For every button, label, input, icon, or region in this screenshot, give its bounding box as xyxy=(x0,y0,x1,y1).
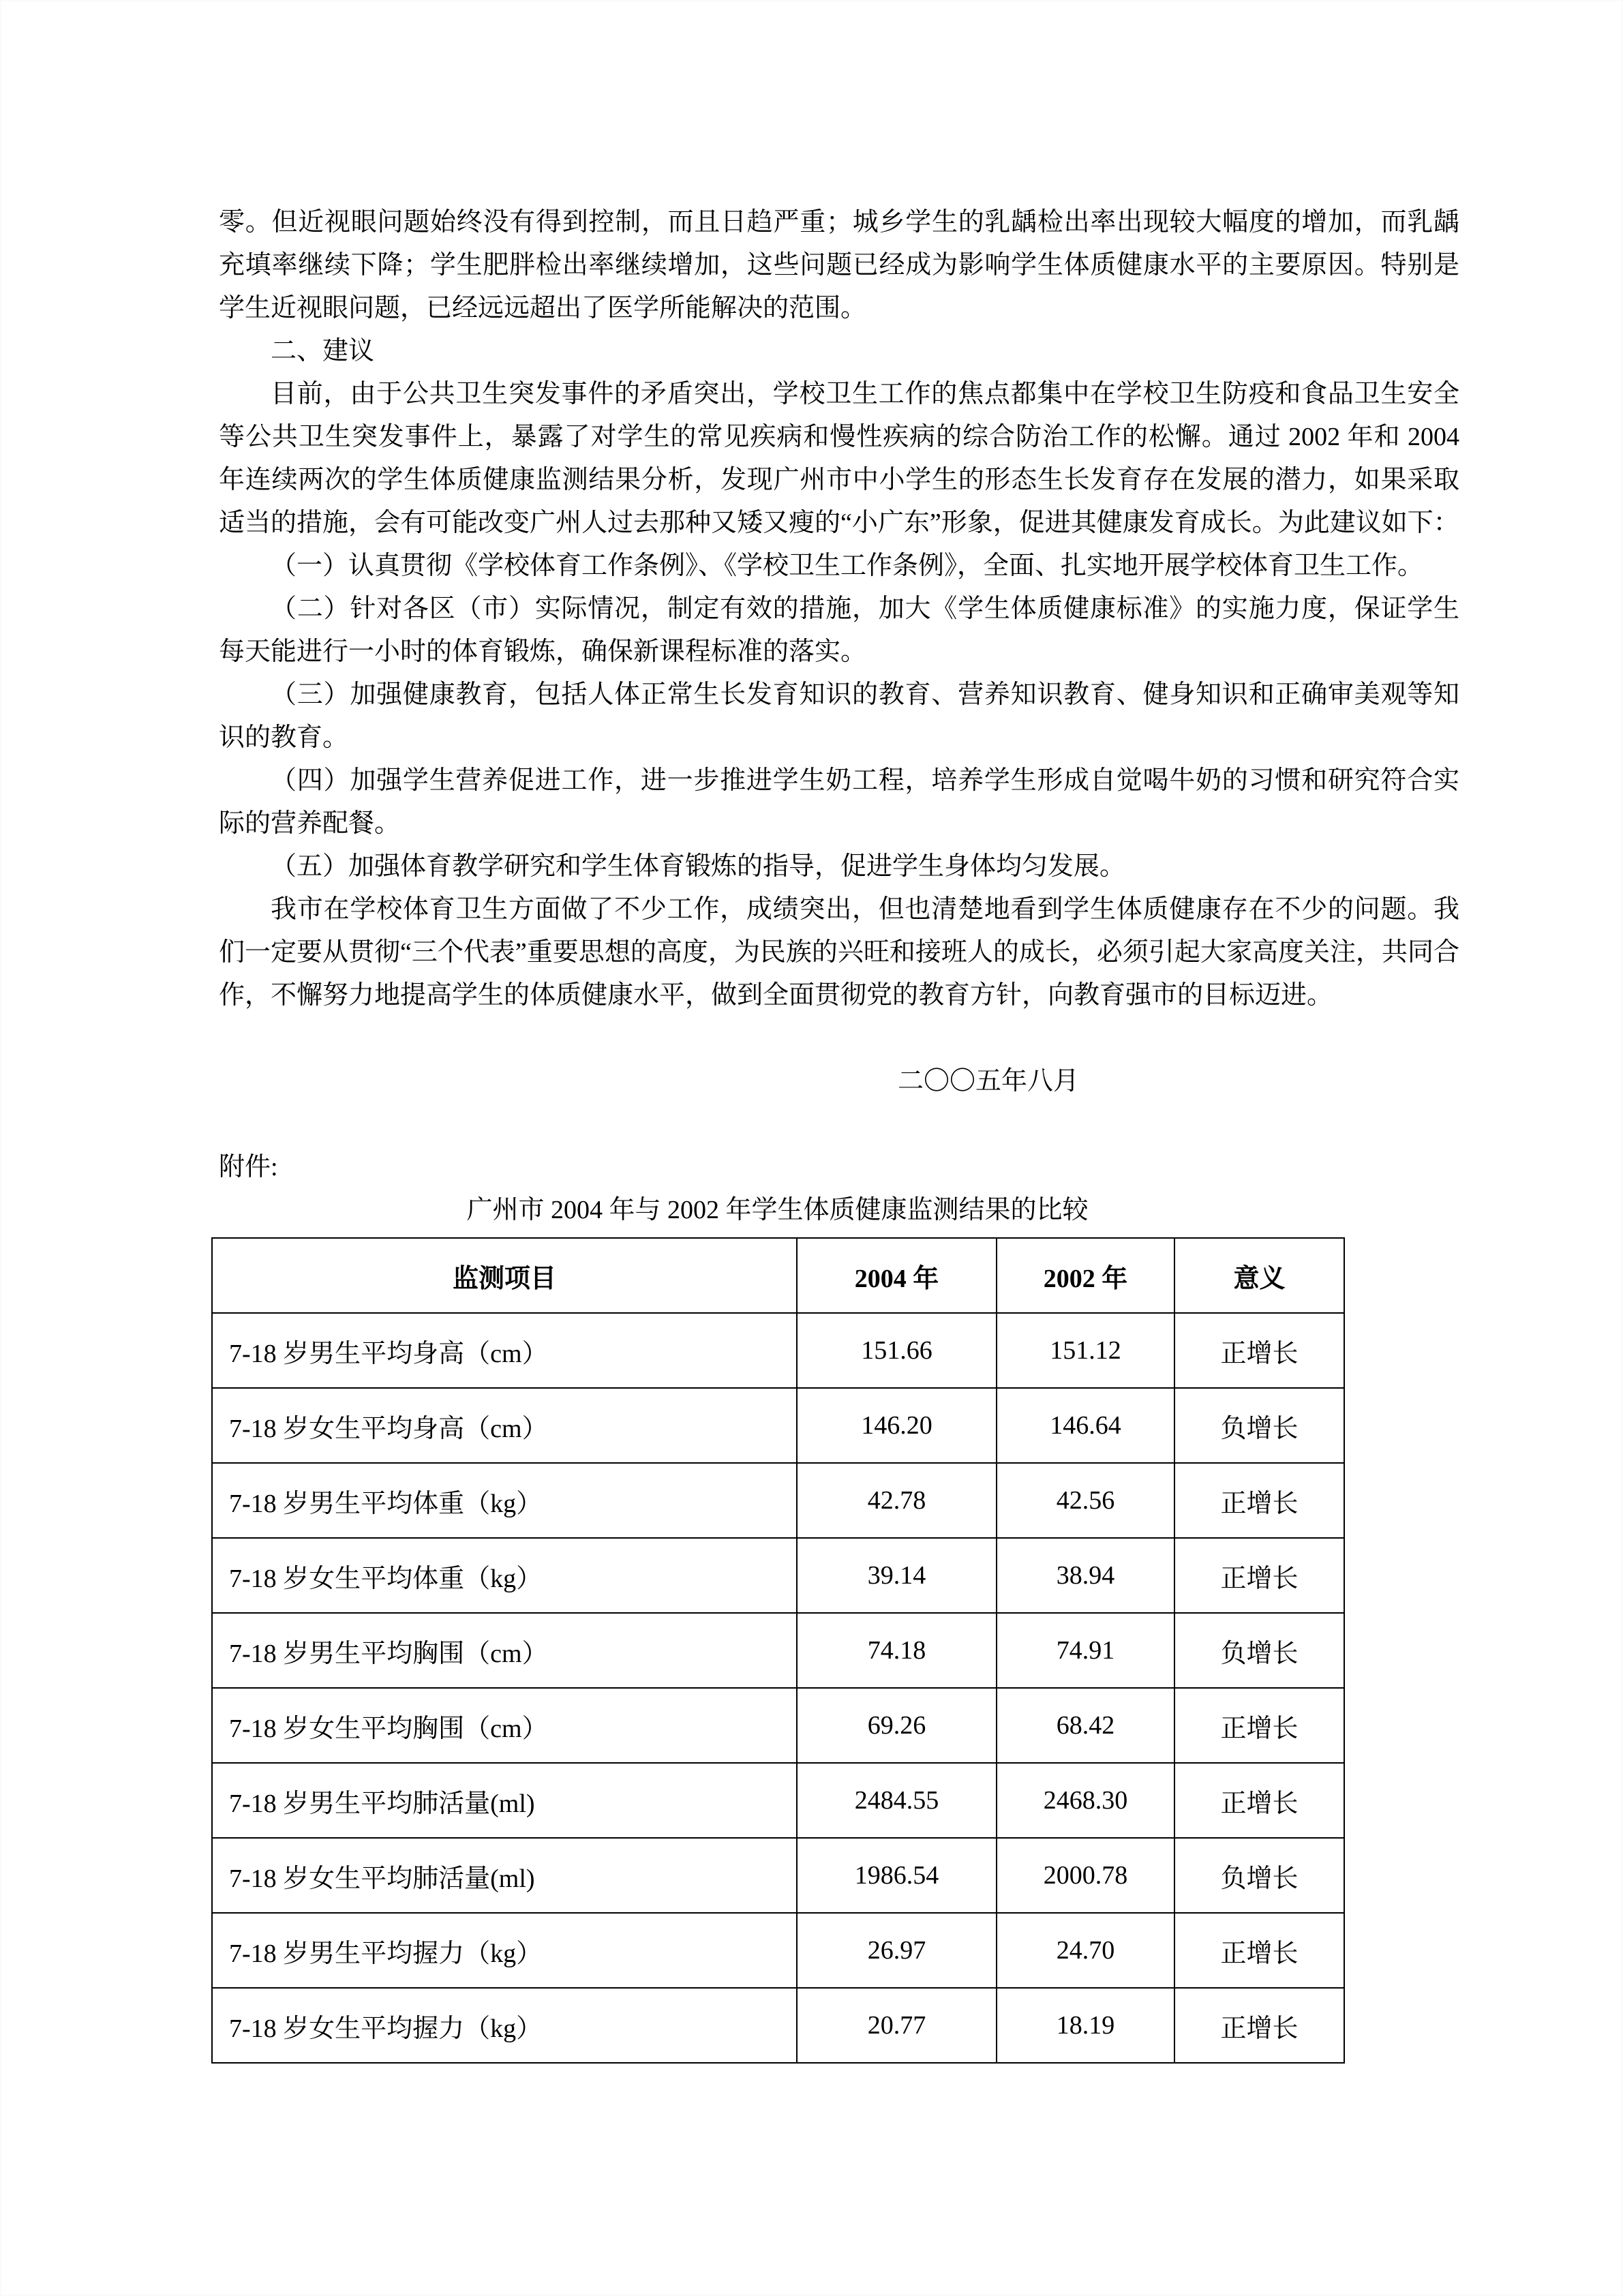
significance-cell: 负增长 xyxy=(1174,1388,1344,1463)
value-2002-cell: 2000.78 xyxy=(997,1838,1174,1913)
value-2004-cell: 74.18 xyxy=(797,1613,997,1688)
monitor-item-cell: 7-18 岁女生平均胸围（cm） xyxy=(212,1688,797,1763)
table-title: 广州市 2004 年与 2002 年学生体质健康监测结果的比较 xyxy=(466,1196,1089,1224)
table-row xyxy=(212,1313,1344,1388)
recommendation-item-1: （一）认真贯彻《学校体育工作条例》、《学校卫生工作条例》，全面、扎实地开展学校体育卫生工作。 xyxy=(271,552,1424,580)
value-2004-cell: 69.26 xyxy=(797,1688,997,1763)
significance-cell: 正增长 xyxy=(1174,1763,1344,1838)
section-heading: 二、建议 xyxy=(271,337,375,365)
monitor-item-cell: 7-18 岁男生平均握力（kg） xyxy=(212,1913,797,1988)
significance-cell: 正增长 xyxy=(1174,1988,1344,2063)
value-2002-cell: 74.91 xyxy=(997,1613,1174,1688)
significance-cell: 负增长 xyxy=(1174,1838,1344,1913)
closing-paragraph: 我市在学校体育卫生方面做了不少工作，成绩突出，但也清楚地看到学生体质健康存在不少的问题。我们一定要从贯彻“三个代表”重要思想的高度，为民族的兴旺和接班人的成长，必须引起大家高度关注，共同合作，不懈努力地提高学生的体质健康水平，做到全面贯彻党的教育方针，向教育强市的目标迈进。 xyxy=(219,895,1459,1010)
recommendation-item-4: （四）加强学生营养促进工作，进一步推进学生奶工程，培养学生形成自觉喝牛奶的习惯和研究符合实际的营养配餐。 xyxy=(219,766,1459,838)
table-row xyxy=(212,1388,1344,1463)
value-2004-cell: 1986.54 xyxy=(797,1838,997,1913)
table-row xyxy=(212,1613,1344,1688)
table-row xyxy=(212,1763,1344,1838)
value-2004-cell: 39.14 xyxy=(797,1538,997,1613)
significance-cell: 正增长 xyxy=(1174,1688,1344,1763)
value-2002-cell: 38.94 xyxy=(997,1538,1174,1613)
value-2004-cell: 2484.55 xyxy=(797,1763,997,1838)
monitor-item-cell: 7-18 岁女生平均握力（kg） xyxy=(212,1988,797,2063)
value-2002-cell: 146.64 xyxy=(997,1388,1174,1463)
value-2002-cell: 151.12 xyxy=(997,1313,1174,1388)
header-significance: 意义 xyxy=(1174,1238,1344,1313)
value-2004-cell: 146.20 xyxy=(797,1388,997,1463)
body-paragraph: 目前，由于公共卫生突发事件的矛盾突出，学校卫生工作的焦点都集中在学校卫生防疫和食品卫生安全等公共卫生突发事件上，暴露了对学生的常见疾病和慢性疾病的综合防治工作的松懈。通过 2002 年和 2004 年连续两次的学生体质健康监测结果分析，发现广州市中小学生的形态生长发育存在发展的潜力，如果采取适当的措施，会有可能改变广州人过去那种又矮又瘦的“小广东”形象，促进其健康发育成长。为此建议如下： xyxy=(219,380,1459,537)
header-monitor-item: 监测项目 xyxy=(212,1238,797,1313)
monitor-item-cell: 7-18 岁男生平均体重（kg） xyxy=(212,1463,797,1538)
table-row xyxy=(212,1838,1344,1913)
comparison-table xyxy=(211,1237,1345,2064)
significance-cell: 负增长 xyxy=(1174,1613,1344,1688)
monitor-item-cell: 7-18 岁男生平均肺活量(ml) xyxy=(212,1763,797,1838)
monitor-item-cell: 7-18 岁女生平均体重（kg） xyxy=(212,1538,797,1613)
table-row xyxy=(212,1688,1344,1763)
value-2002-cell: 24.70 xyxy=(997,1913,1174,1988)
value-2004-cell: 42.78 xyxy=(797,1463,997,1538)
significance-cell: 正增长 xyxy=(1174,1313,1344,1388)
value-2002-cell: 68.42 xyxy=(997,1688,1174,1763)
recommendation-item-2: （二）针对各区（市）实际情况，制定有效的措施，加大《学生体质健康标准》的实施力度，保证学生每天能进行一小时的体育锻炼，确保新课程标准的落实。 xyxy=(219,594,1459,666)
monitor-item-cell: 7-18 岁男生平均胸围（cm） xyxy=(212,1613,797,1688)
attachment-label: 附件: xyxy=(219,1153,278,1181)
value-2004-cell: 20.77 xyxy=(797,1988,997,2063)
monitor-item-cell: 7-18 岁女生平均身高（cm） xyxy=(212,1388,797,1463)
value-2002-cell: 18.19 xyxy=(997,1988,1174,2063)
header-year-2002: 2002 年 xyxy=(997,1238,1174,1313)
header-year-2004: 2004 年 xyxy=(797,1238,997,1313)
body-paragraph: 零。但近视眼问题始终没有得到控制，而且日趋严重；城乡学生的乳龋检出率出现较大幅度的增加，而乳龋充填率继续下降；学生肥胖检出率继续增加，这些问题已经成为影响学生体质健康水平的主要原因。特别是学生近视眼问题，已经远远超出了医学所能解决的范围。 xyxy=(219,208,1459,322)
value-2002-cell: 2468.30 xyxy=(997,1763,1174,1838)
monitor-item-cell: 7-18 岁女生平均肺活量(ml) xyxy=(212,1838,797,1913)
document-date: 二〇〇五年八月 xyxy=(897,1067,1079,1096)
table-header-row xyxy=(212,1238,1344,1313)
significance-cell: 正增长 xyxy=(1174,1538,1344,1613)
monitor-item-cell: 7-18 岁男生平均身高（cm） xyxy=(212,1313,797,1388)
table-row xyxy=(212,1538,1344,1613)
comparison-table-body xyxy=(212,1313,1344,2063)
table-row xyxy=(212,1988,1344,2063)
recommendation-item-3: （三）加强健康教育，包括人体正常生长发育知识的教育、营养知识教育、健身知识和正确审美观等知识的教育。 xyxy=(219,680,1459,752)
significance-cell: 正增长 xyxy=(1174,1463,1344,1538)
recommendation-item-5: （五）加强体育教学研究和学生体育锻炼的指导，促进学生身体均匀发展。 xyxy=(271,852,1126,881)
value-2002-cell: 42.56 xyxy=(997,1463,1174,1538)
value-2004-cell: 151.66 xyxy=(797,1313,997,1388)
table-row xyxy=(212,1913,1344,1988)
significance-cell: 正增长 xyxy=(1174,1913,1344,1988)
value-2004-cell: 26.97 xyxy=(797,1913,997,1988)
table-row xyxy=(212,1463,1344,1538)
